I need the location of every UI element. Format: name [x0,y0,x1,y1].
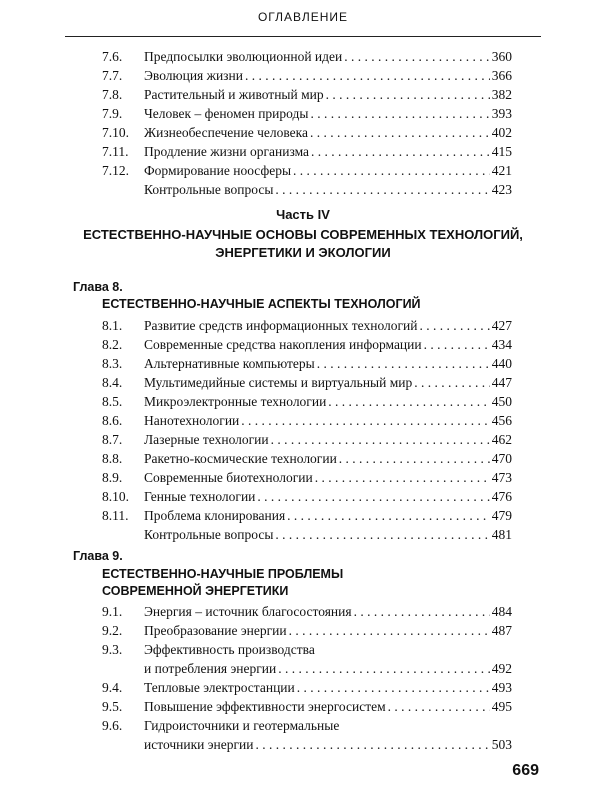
chapter-8-title: ЕСТЕСТВЕННО-НАУЧНЫЕ АСПЕКТЫ ТЕХНОЛОГИЙ [102,297,421,311]
dot-leader [311,143,490,161]
toc-entry-number: 9.4. [102,680,123,695]
chapter-8-label: Глава 8. [73,280,123,294]
toc-entry-number: 8.2. [102,337,123,352]
toc-entry-number: 8.4. [102,375,123,390]
toc-entry-title: Растительный и животный мир [144,87,324,102]
toc-entry-page: 423 [491,182,512,197]
toc-entry-number: 7.10. [102,125,129,140]
toc-entry [102,507,512,525]
dot-leader [287,507,490,525]
toc-entry [102,317,512,335]
toc-entry-title: источники энергии [144,737,254,752]
dot-leader [414,374,490,392]
toc-entry [102,679,512,697]
toc-entry-page: 393 [491,106,512,121]
toc-entry [102,48,512,66]
dot-leader [289,622,490,640]
toc-entry-number: 7.12. [102,163,129,178]
dot-leader [420,317,490,335]
toc-entry-page: 402 [491,125,512,140]
toc-entry-number: 7.9. [102,106,123,121]
toc-entry-page: 421 [491,163,512,178]
toc-entry-number: 8.10. [102,489,129,504]
toc-entry-title: Жизнеобеспечение человека [144,125,309,140]
dot-leader [275,526,489,544]
toc-entry [102,181,512,199]
dot-leader [354,603,490,621]
toc-entry-number: 8.11. [102,508,129,523]
toc-entry-number: 9.3. [102,642,123,657]
toc-entry-page: 481 [491,527,512,542]
toc-entry-page: 415 [491,144,512,159]
toc-entry-title: Ракетно-космические технологии [144,451,337,466]
toc-entry-title: Предпосылки эволюционной идеи [144,49,343,64]
toc-entry-page: 487 [491,623,512,638]
toc-entry-title: Современные биотехнологии [144,470,313,485]
toc-entry [102,124,512,142]
toc-entry [102,374,512,392]
dot-leader [257,488,489,506]
toc-entry-number: 8.7. [102,432,123,447]
toc-entry-number: 9.6. [102,718,123,733]
toc-entry-page: 473 [491,470,512,485]
toc-entry-number: 8.3. [102,356,123,371]
dot-leader [271,431,490,449]
toc-entry [102,603,512,621]
toc-entry [102,526,512,544]
part-label: Часть IV [276,207,330,222]
dot-leader [315,469,490,487]
dot-leader [424,336,490,354]
toc-entry-page: 447 [491,375,512,390]
dot-leader [255,736,489,754]
toc-entry-title: Нанотехнологии [144,413,240,428]
chapter-9-label: Глава 9. [73,549,123,563]
toc-entry-title: Энергия – источник благосостояния [144,604,352,619]
toc-entry [102,162,512,180]
toc-entry-number: 7.7. [102,68,123,83]
page-number: 669 [512,762,539,779]
toc-entry [102,736,512,754]
toc-entry-title: Гидроисточники и геотермальные [144,718,340,733]
toc-entry [102,431,512,449]
toc-entry-title: Альтернативные компьютеры [144,356,315,371]
toc-entry-title: Микроэлектронные технологии [144,394,327,409]
toc-entry-title: Повышение эффективности энергосистем [144,699,386,714]
dot-leader [297,679,490,697]
toc-entry-page: 492 [491,661,512,676]
toc-entry-number: 7.8. [102,87,123,102]
toc-entry [102,660,512,678]
toc-entry-number: 9.2. [102,623,123,638]
dot-leader [388,698,490,716]
dot-leader [245,67,490,85]
toc-entry-number: 8.8. [102,451,123,466]
toc-entry-title: Проблема клонирования [144,508,286,523]
chapter-9-title-line2: СОВРЕМЕННОЙ ЭНЕРГЕТИКИ [102,584,289,598]
toc-entry [102,622,512,640]
toc-entry-title: Преобразование энергии [144,623,287,638]
toc-entry-page: 366 [491,68,512,83]
toc-entry-title: Мультимедийные системы и виртуальный мир [144,375,413,390]
toc-entry-page: 440 [491,356,512,371]
toc-entry-title: Продление жизни организма [144,144,310,159]
toc-entry-page: 484 [491,604,512,619]
toc-entry-title: Эволюция жизни [144,68,243,83]
toc-entry-page: 503 [491,737,512,752]
toc-entry-number: 8.1. [102,318,123,333]
toc-entry [102,488,512,506]
toc-entry-page: 434 [491,337,512,352]
toc-entry [102,641,512,659]
toc-entry-page: 479 [491,508,512,523]
toc-entry-number: 9.1. [102,604,123,619]
toc-entry-title: Тепловые электростанции [144,680,295,695]
toc-entry-title: Развитие средств информационных технологий [144,318,418,333]
toc-entry [102,698,512,716]
toc-entry-number: 8.5. [102,394,123,409]
toc-entry-title: Генные технологии [144,489,256,504]
dot-leader [278,660,490,678]
chapter-9-title-line1: ЕСТЕСТВЕННО-НАУЧНЫЕ ПРОБЛЕМЫ [102,567,344,581]
toc-entry-title: Современные средства накопления информации [144,337,422,352]
toc-entry-page: 382 [491,87,512,102]
toc-entry [102,105,512,123]
toc-entry [102,393,512,411]
dot-leader [317,355,490,373]
toc-entry [102,717,512,735]
toc-entry [102,86,512,104]
toc-entry-number: 9.5. [102,699,123,714]
toc-entry-number: 7.6. [102,49,123,64]
toc-entry-page: 462 [491,432,512,447]
toc-entry-number: 8.9. [102,470,123,485]
toc-entry-title: и потребления энергии [144,661,277,676]
dot-leader [241,412,489,430]
toc-entry-title: Контрольные вопросы [144,527,274,542]
toc-entry-page: 470 [491,451,512,466]
toc-entry-page: 360 [491,49,512,64]
toc-entry [102,450,512,468]
header-rule [65,36,541,37]
toc-entry-page: 427 [491,318,512,333]
toc-entry [102,67,512,85]
toc-entry [102,469,512,487]
toc-entry-title: Формирование ноосферы [144,163,292,178]
dot-leader [344,48,490,66]
dot-leader [275,181,489,199]
part-title-line1: ЕСТЕСТВЕННО-НАУЧНЫЕ ОСНОВЫ СОВРЕМЕННЫХ ТЕХНОЛОГИЙ, [83,227,523,242]
toc-entry-title: Контрольные вопросы [144,182,274,197]
toc-entry [102,412,512,430]
dot-leader [326,86,490,104]
toc-entry-page: 493 [491,680,512,695]
toc-entry-title: Эффективность производства [144,642,315,657]
toc-entry [102,355,512,373]
toc-entry-page: 450 [491,394,512,409]
toc-entry-page: 476 [491,489,512,504]
toc-entry-number: 8.6. [102,413,123,428]
dot-leader [293,162,490,180]
toc-entry-title: Человек – феномен природы [144,106,309,121]
dot-leader [339,450,490,468]
toc-entry [102,336,512,354]
part-title-line2: ЭНЕРГЕТИКИ И ЭКОЛОГИИ [215,245,391,260]
dot-leader [310,105,489,123]
running-header: ОГЛАВЛЕНИЕ [257,10,349,24]
toc-entry-page: 456 [491,413,512,428]
dot-leader [310,124,490,142]
toc-entry-number: 7.11. [102,144,129,159]
toc-entry-title: Лазерные технологии [144,432,269,447]
dot-leader [328,393,489,411]
toc-entry [102,143,512,161]
toc-entry-page: 495 [491,699,512,714]
